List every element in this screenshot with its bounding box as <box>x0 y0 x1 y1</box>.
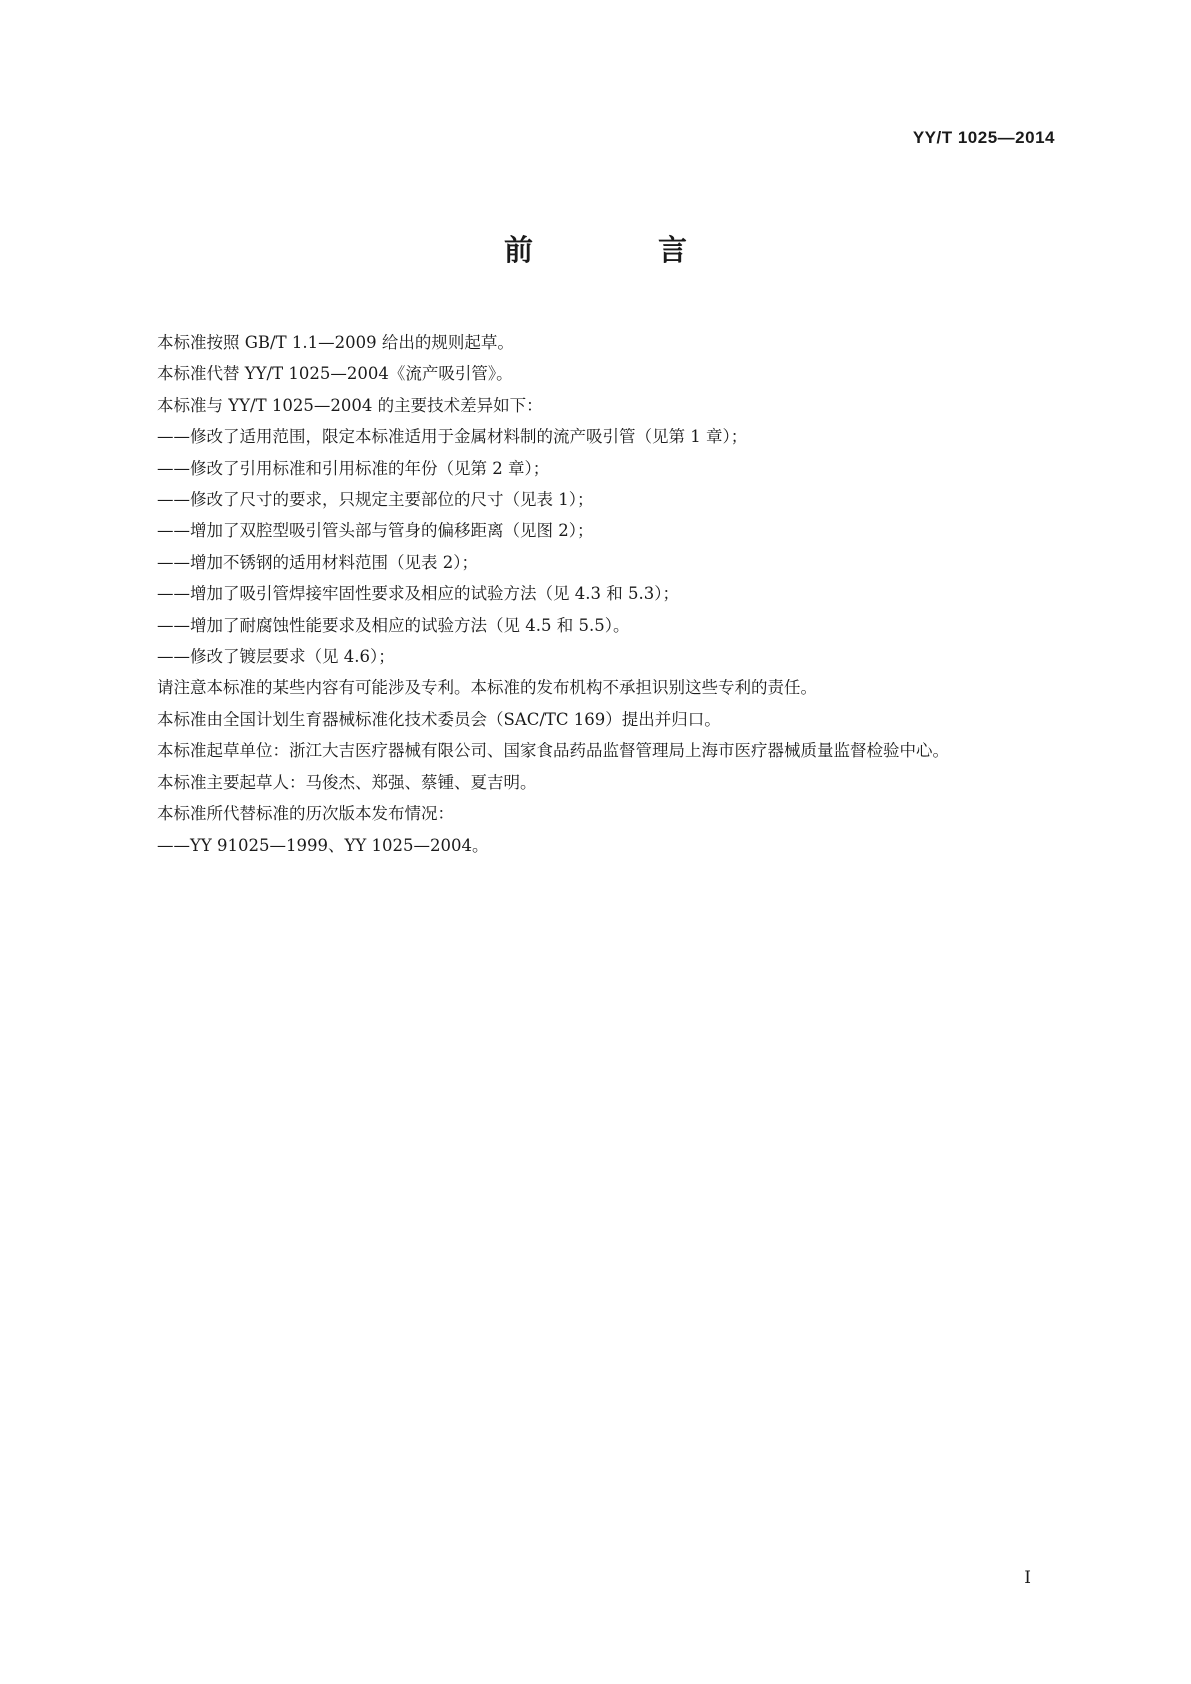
foreword-body <box>124 327 1064 861</box>
list-item: ——增加了耐腐蚀性能要求及相应的试验方法（见 4.5 和 5.5）。 <box>157 615 630 635</box>
paragraph: 本标准由全国计划生育器械标准化技术委员会（SAC/TC 169）提出并归口。 <box>157 709 721 729</box>
standard-code: YY/T 1025—2014 <box>912 128 1055 147</box>
list-item: ——增加了吸引管焊接牢固性要求及相应的试验方法（见 4.3 和 5.3）； <box>157 584 679 604</box>
paragraph: 本标准按照 GB/T 1.1—2009 给出的规则起草。 <box>157 333 514 352</box>
paragraph: 本标准代替 YY/T 1025—2004《流产吸引管》。 <box>157 364 513 384</box>
list-item: ——增加了双腔型吸引管头部与管身的偏移距离（见图 2）； <box>157 521 594 541</box>
paragraph: 本标准起草单位：浙江大吉医疗器械有限公司、国家食品药品监督管理局上海市医疗器械质量监督检验中心。 <box>157 741 949 761</box>
list-item: ——修改了引用标准和引用标准的年份（见第 2 章）； <box>157 458 550 478</box>
paragraph: 本标准与 YY/T 1025—2004 的主要技术差异如下： <box>157 395 543 415</box>
list-item: ——增加不锈钢的适用材料范围（见表 2）； <box>157 552 478 572</box>
paragraph: 请注意本标准的某些内容有可能涉及专利。本标准的发布机构不承担识别这些专利的责任。 <box>157 678 817 698</box>
page-number: I <box>1024 1568 1031 1588</box>
list-item: ——修改了尺寸的要求，只规定主要部位的尺寸（见表 1）； <box>157 490 594 510</box>
paragraph: 本标准主要起草人：马俊杰、郑强、蔡锺、夏吉明。 <box>157 772 537 792</box>
list-item: ——YY 91025—1999、YY 1025—2004。 <box>157 835 489 855</box>
list-item: ——修改了适用范围，限定本标准适用于金属材料制的流产吸引管（见第 1 章）； <box>157 427 748 447</box>
page-title: 前 言 <box>503 233 735 267</box>
paragraph: 本标准所代替标准的历次版本发布情况： <box>157 804 454 824</box>
list-item: ——修改了镀层要求（见 4.6）； <box>157 647 395 667</box>
